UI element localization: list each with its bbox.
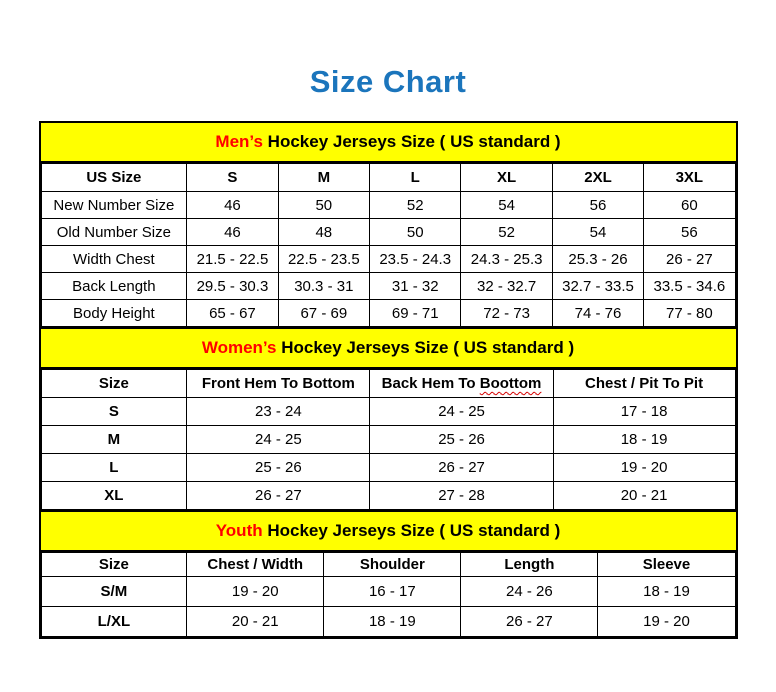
womens-section-header (41, 327, 736, 369)
table-row (41, 577, 735, 607)
value-cell: 20 - 21 (187, 607, 324, 637)
value-cell: 20 - 21 (553, 482, 735, 510)
value-cell: 56 (552, 192, 643, 219)
value-cell: 25 - 26 (187, 454, 370, 482)
youth-section-title: Hockey Jerseys Size ( US standard ) (262, 521, 561, 540)
value-cell: 72 - 73 (461, 300, 552, 327)
value-cell: 31 - 32 (370, 273, 461, 300)
column-header-chest-pit: Chest / Pit To Pit (553, 370, 735, 398)
value-cell: 26 - 27 (644, 246, 735, 273)
column-header-size: Size (41, 553, 187, 577)
row-label: New Number Size (41, 192, 187, 219)
value-cell: 17 - 18 (553, 398, 735, 426)
value-cell: 25 - 26 (370, 426, 553, 454)
value-cell: 26 - 27 (461, 607, 598, 637)
column-header-3xl: 3XL (644, 164, 735, 192)
womens-section-title: Hockey Jerseys Size ( US standard ) (276, 338, 575, 357)
row-label: S (41, 398, 187, 426)
value-cell: 18 - 19 (324, 607, 461, 637)
mens-section-title: Hockey Jerseys Size ( US standard ) (262, 132, 561, 151)
value-cell: 18 - 19 (553, 426, 735, 454)
value-cell: 22.5 - 23.5 (278, 246, 369, 273)
value-cell: 29.5 - 30.3 (187, 273, 278, 300)
value-cell: 65 - 67 (187, 300, 278, 327)
column-header-sleeve: Sleeve (598, 553, 735, 577)
value-cell: 19 - 20 (187, 577, 324, 607)
table-row (41, 426, 735, 454)
value-cell: 32 - 32.7 (461, 273, 552, 300)
value-cell: 18 - 19 (598, 577, 735, 607)
value-cell: 50 (370, 219, 461, 246)
column-header-chest-width: Chest / Width (187, 553, 324, 577)
value-cell: 23 - 24 (187, 398, 370, 426)
value-cell: 24 - 25 (370, 398, 553, 426)
value-cell: 56 (644, 219, 735, 246)
value-cell: 26 - 27 (370, 454, 553, 482)
value-cell: 21.5 - 22.5 (187, 246, 278, 273)
value-cell: 69 - 71 (370, 300, 461, 327)
row-label: XL (41, 482, 187, 510)
mens-header-row (41, 164, 735, 192)
womens-size-table (41, 369, 736, 510)
value-cell: 24 - 26 (461, 577, 598, 607)
column-header-shoulder: Shoulder (324, 553, 461, 577)
row-label: M (41, 426, 187, 454)
table-row (41, 398, 735, 426)
value-cell: 46 (187, 192, 278, 219)
mens-section-header (41, 123, 736, 163)
youth-section-accent: Youth (215, 521, 263, 540)
column-header-s: S (187, 164, 278, 192)
table-row (41, 246, 735, 273)
row-label: L/XL (41, 607, 187, 637)
value-cell: 52 (370, 192, 461, 219)
row-label: L (41, 454, 187, 482)
value-cell: 50 (278, 192, 369, 219)
table-row (41, 454, 735, 482)
page-title: Size Chart (309, 64, 467, 99)
size-chart (39, 121, 738, 639)
value-cell: 48 (278, 219, 369, 246)
table-row (41, 219, 735, 246)
youth-section-header (41, 510, 736, 552)
value-cell: 16 - 17 (324, 577, 461, 607)
value-cell: 19 - 20 (553, 454, 735, 482)
row-label: Old Number Size (41, 219, 187, 246)
youth-header-row (41, 553, 735, 577)
back-hem-prefix: Back Hem To (381, 375, 480, 392)
value-cell: 30.3 - 31 (278, 273, 369, 300)
column-header-length: Length (461, 553, 598, 577)
value-cell: 52 (461, 219, 552, 246)
mens-size-table (41, 163, 736, 327)
column-header-l: L (370, 164, 461, 192)
table-row (41, 482, 735, 510)
value-cell: 54 (552, 219, 643, 246)
value-cell: 67 - 69 (278, 300, 369, 327)
value-cell: 74 - 76 (552, 300, 643, 327)
table-row (41, 273, 735, 300)
value-cell: 77 - 80 (644, 300, 735, 327)
row-label: Body Height (41, 300, 187, 327)
value-cell: 23.5 - 24.3 (370, 246, 461, 273)
table-row (41, 192, 735, 219)
row-label: Width Chest (41, 246, 187, 273)
value-cell: 54 (461, 192, 552, 219)
column-header-m: M (278, 164, 369, 192)
value-cell: 19 - 20 (598, 607, 735, 637)
column-header-back-hem (370, 370, 553, 398)
value-cell: 33.5 - 34.6 (644, 273, 735, 300)
row-label: Back Length (41, 273, 187, 300)
row-label: S/M (41, 577, 187, 607)
womens-header-row (41, 370, 735, 398)
column-header-us-size: US Size (41, 164, 187, 192)
value-cell: 27 - 28 (370, 482, 553, 510)
table-row (41, 607, 735, 637)
column-header-2xl: 2XL (552, 164, 643, 192)
value-cell: 26 - 27 (187, 482, 370, 510)
value-cell: 25.3 - 26 (552, 246, 643, 273)
value-cell: 24 - 25 (187, 426, 370, 454)
value-cell: 24.3 - 25.3 (461, 246, 552, 273)
youth-size-table (41, 552, 736, 637)
table-row (41, 300, 735, 327)
womens-section-accent: Women’s (201, 338, 277, 357)
column-header-xl: XL (461, 164, 552, 192)
value-cell: 46 (187, 219, 278, 246)
column-header-size: Size (41, 370, 187, 398)
value-cell: 32.7 - 33.5 (552, 273, 643, 300)
back-hem-misspelled-word: Boottom (479, 375, 542, 392)
column-header-front-hem: Front Hem To Bottom (187, 370, 370, 398)
value-cell: 60 (644, 192, 735, 219)
mens-section-accent: Men’s (215, 132, 263, 151)
